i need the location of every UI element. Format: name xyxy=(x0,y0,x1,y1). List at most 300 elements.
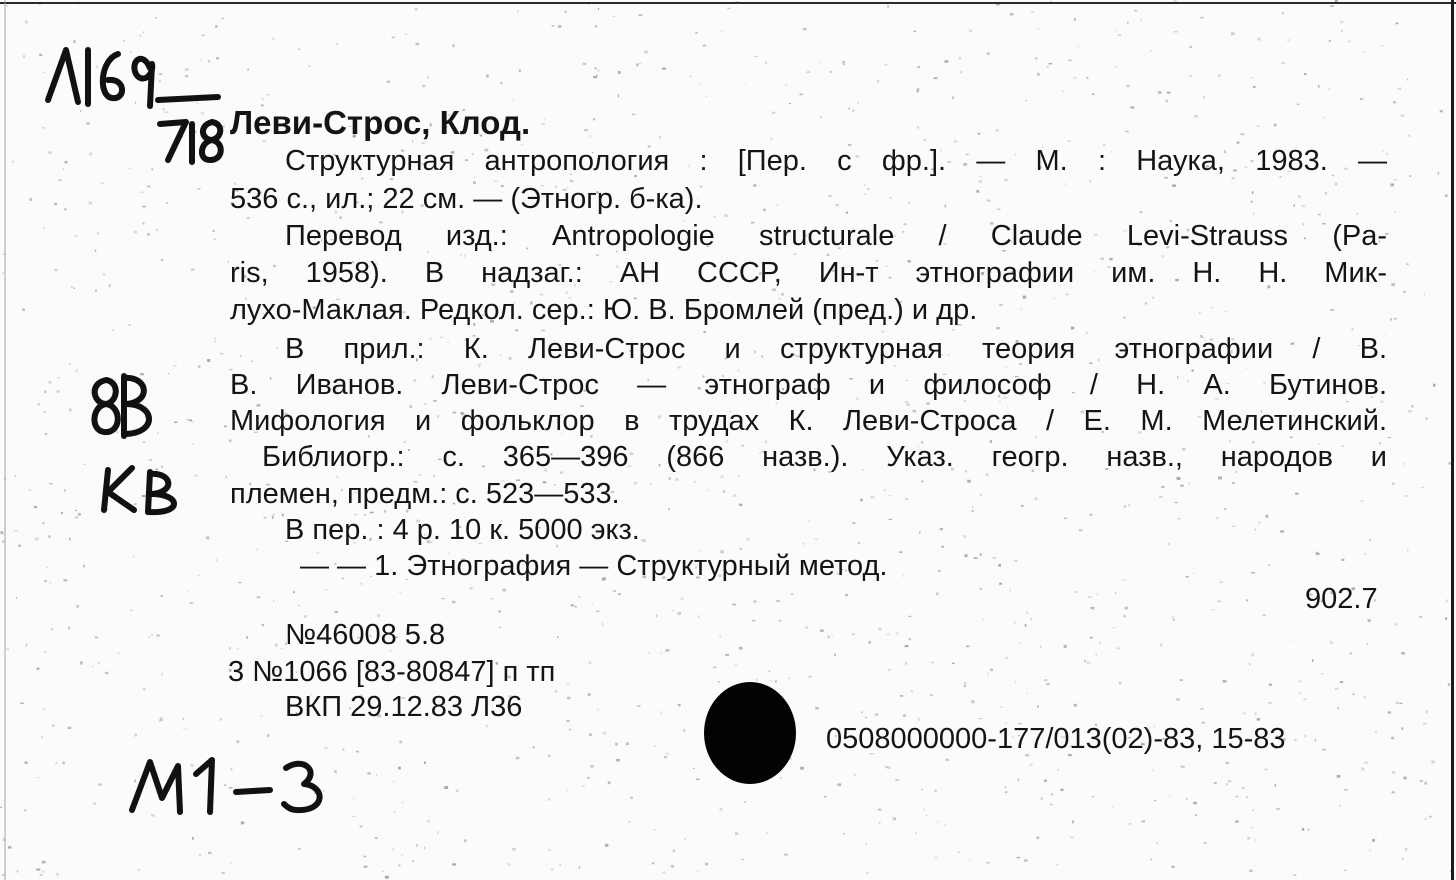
speckle-dot xyxy=(618,593,621,595)
speckle-dot xyxy=(90,153,93,156)
speckle-dot xyxy=(1115,29,1116,30)
speckle-dot xyxy=(671,865,674,867)
speckle-dot xyxy=(404,34,408,35)
speckle-dot xyxy=(769,680,773,681)
speckle-dot xyxy=(1037,705,1039,708)
speckle-dot xyxy=(983,619,985,620)
speckle-dot xyxy=(1407,263,1409,265)
speckle-dot xyxy=(1025,624,1027,627)
speckle-dot xyxy=(1176,698,1180,701)
speckle-dot xyxy=(1156,842,1157,844)
speckle-dot xyxy=(875,713,878,716)
speckle-dot xyxy=(1060,789,1063,791)
speckle-dot xyxy=(1312,659,1313,662)
speckle-dot xyxy=(700,84,701,86)
card-left-edge xyxy=(4,0,6,880)
speckle-dot xyxy=(1445,618,1447,620)
speckle-dot xyxy=(1403,777,1407,780)
speckle-dot xyxy=(1405,495,1408,497)
speckle-dot xyxy=(837,783,841,786)
speckle-dot xyxy=(779,620,782,622)
speckle-dot xyxy=(1390,319,1392,321)
speckle-dot xyxy=(519,69,521,72)
speckle-dot xyxy=(1145,302,1147,305)
speckle-dot xyxy=(130,610,133,611)
speckle-dot xyxy=(966,645,970,647)
speckle-dot xyxy=(1050,804,1053,805)
speckle-dot xyxy=(845,594,848,596)
speckle-dot xyxy=(486,725,488,728)
speckle-dot xyxy=(643,539,646,542)
speckle-dot xyxy=(963,535,966,538)
speckle-dot xyxy=(579,596,581,598)
speckle-dot xyxy=(50,582,51,584)
speckle-dot xyxy=(675,478,678,481)
speckle-dot xyxy=(427,820,429,822)
speckle-dot xyxy=(1360,98,1363,100)
speckle-dot xyxy=(654,745,655,747)
speckle-dot xyxy=(128,168,131,170)
speckle-dot xyxy=(852,634,855,635)
speckle-dot xyxy=(854,774,855,777)
speckle-dot xyxy=(745,83,746,85)
speckle-dot xyxy=(47,567,48,568)
speckle-dot xyxy=(815,538,818,540)
speckle-dot xyxy=(224,426,227,428)
speckle-dot xyxy=(149,459,152,460)
speckle-dot xyxy=(237,648,239,650)
speckle-dot xyxy=(1419,616,1422,617)
speckle-dot xyxy=(220,353,223,354)
speckle-dot xyxy=(1092,796,1094,798)
speckle-dot xyxy=(334,770,337,773)
speckle-dot xyxy=(260,715,262,716)
speckle-dot xyxy=(569,729,571,731)
card-line-translation-cont: ris, 1958). В надзаг.: АН СССР, Ин-т этнографии им. Н. Н. Мик- xyxy=(230,257,1387,289)
speckle-dot xyxy=(1017,778,1019,781)
speckle-dot xyxy=(213,230,215,232)
speckle-dot xyxy=(589,662,592,664)
speckle-dot xyxy=(161,673,163,676)
speckle-dot xyxy=(557,636,559,638)
speckle-dot xyxy=(698,615,699,617)
speckle-dot xyxy=(215,341,217,343)
speckle-dot xyxy=(93,802,96,805)
speckle-dot xyxy=(173,365,177,367)
speckle-dot xyxy=(35,538,39,541)
speckle-dot xyxy=(193,131,196,133)
speckle-dot xyxy=(846,212,848,214)
speckle-dot xyxy=(25,761,28,764)
speckle-dot xyxy=(151,169,153,171)
speckle-dot xyxy=(222,872,225,874)
speckle-dot xyxy=(1243,713,1245,715)
speckle-dot xyxy=(225,784,226,786)
speckle-dot xyxy=(1242,787,1245,789)
speckle-dot xyxy=(323,790,325,791)
speckle-dot xyxy=(1302,828,1304,831)
speckle-dot xyxy=(598,70,600,72)
speckle-dot xyxy=(0,531,3,534)
speckle-dot xyxy=(602,623,603,626)
speckle-dot xyxy=(753,600,757,602)
speckle-dot xyxy=(615,743,618,746)
speckle-dot xyxy=(978,180,982,183)
speckle-dot xyxy=(738,475,740,477)
speckle-dot xyxy=(198,365,200,367)
speckle-dot xyxy=(1142,821,1145,823)
speckle-dot xyxy=(1066,294,1069,296)
speckle-dot xyxy=(834,654,836,656)
speckle-dot xyxy=(820,629,824,632)
speckle-dot xyxy=(959,57,961,60)
speckle-dot xyxy=(732,604,736,606)
speckle-dot xyxy=(911,690,913,692)
speckle-dot xyxy=(593,76,597,78)
speckle-dot xyxy=(1021,505,1024,507)
speckle-dot xyxy=(68,727,72,729)
speckle-dot xyxy=(1073,77,1077,78)
speckle-dot xyxy=(744,801,746,802)
speckle-dot xyxy=(1446,600,1448,603)
card-top-edge xyxy=(0,2,1456,4)
speckle-dot xyxy=(57,67,59,69)
speckle-dot xyxy=(156,229,157,231)
speckle-dot xyxy=(999,304,1002,305)
speckle-dot xyxy=(1151,859,1152,861)
speckle-dot xyxy=(324,589,328,590)
speckle-dot xyxy=(215,25,217,28)
speckle-dot xyxy=(1280,530,1284,532)
speckle-dot xyxy=(1295,493,1299,495)
speckle-dot xyxy=(375,837,378,838)
speckle-dot xyxy=(515,329,518,331)
speckle-dot xyxy=(96,66,98,69)
speckle-dot xyxy=(1029,764,1033,766)
speckle-dot xyxy=(589,734,592,736)
speckle-dot xyxy=(195,474,198,476)
card-line-translation: Перевод изд.: Antropologie structurale / Claude Levi-Strauss (Pa- xyxy=(285,220,1387,252)
speckle-dot xyxy=(842,61,845,63)
speckle-dot xyxy=(1064,518,1067,519)
speckle-dot xyxy=(789,678,790,679)
speckle-dot xyxy=(866,872,868,875)
speckle-dot xyxy=(987,53,990,55)
speckle-dot xyxy=(314,792,316,794)
speckle-dot xyxy=(37,668,40,670)
speckle-dot xyxy=(58,179,62,181)
speckle-dot xyxy=(999,583,1002,585)
speckle-dot xyxy=(452,601,455,604)
speckle-dot xyxy=(262,624,264,627)
speckle-dot xyxy=(1023,296,1027,299)
speckle-dot xyxy=(141,428,145,430)
speckle-dot xyxy=(392,781,394,782)
speckle-dot xyxy=(807,71,811,73)
speckle-dot xyxy=(1024,859,1028,861)
speckle-dot xyxy=(1253,212,1254,215)
speckle-dot xyxy=(1006,657,1008,660)
speckle-dot xyxy=(587,777,590,779)
speckle-dot xyxy=(45,433,47,435)
speckle-dot xyxy=(541,123,545,124)
speckle-dot xyxy=(972,506,973,508)
speckle-dot xyxy=(78,513,81,515)
speckle-dot xyxy=(42,861,46,864)
card-line-appendix-cont: В. Иванов. Леви-Строс — этнограф и философ / Н. А. Бутинов. xyxy=(230,369,1387,401)
speckle-dot xyxy=(256,549,258,550)
speckle-dot xyxy=(1174,31,1178,33)
speckle-dot xyxy=(865,717,867,718)
speckle-dot xyxy=(960,71,963,74)
speckle-dot xyxy=(135,102,136,104)
speckle-dot xyxy=(1394,318,1397,319)
speckle-dot xyxy=(135,734,137,737)
speckle-dot xyxy=(293,591,295,593)
speckle-dot xyxy=(1219,75,1221,77)
speckle-dot xyxy=(806,626,808,628)
speckle-dot xyxy=(155,17,156,18)
speckle-dot xyxy=(28,489,31,491)
speckle-dot xyxy=(641,539,643,541)
speckle-dot xyxy=(1350,653,1353,654)
speckle-dot xyxy=(192,837,194,840)
speckle-dot xyxy=(199,854,201,856)
speckle-dot xyxy=(38,403,41,405)
speckle-dot xyxy=(878,628,881,630)
speckle-dot xyxy=(1246,599,1248,601)
speckle-dot xyxy=(61,512,63,514)
speckle-dot xyxy=(43,708,45,710)
speckle-dot xyxy=(721,475,724,478)
speckle-dot xyxy=(1159,496,1162,498)
speckle-dot xyxy=(1398,88,1401,90)
speckle-dot xyxy=(103,274,105,276)
speckle-dot xyxy=(1348,41,1351,43)
speckle-dot xyxy=(1388,711,1392,713)
speckle-dot xyxy=(567,683,569,684)
speckle-dot xyxy=(16,597,17,599)
speckle-dot xyxy=(1065,183,1067,185)
speckle-dot xyxy=(895,780,899,781)
speckle-dot xyxy=(1092,93,1094,95)
speckle-dot xyxy=(1394,211,1396,212)
speckle-dot xyxy=(648,652,651,654)
speckle-dot xyxy=(298,848,301,850)
speckle-dot xyxy=(1403,291,1405,293)
speckle-dot xyxy=(809,521,810,522)
speckle-dot xyxy=(390,178,394,180)
speckle-dot xyxy=(214,338,216,340)
speckle-dot xyxy=(964,554,967,557)
speckle-dot xyxy=(945,205,947,208)
speckle-dot xyxy=(1122,580,1126,581)
speckle-dot xyxy=(1180,679,1183,681)
speckle-dot xyxy=(1426,710,1428,713)
speckle-dot xyxy=(926,815,927,816)
speckle-dot xyxy=(1405,848,1407,851)
speckle-dot xyxy=(200,59,202,61)
speckle-dot xyxy=(159,81,161,82)
speckle-dot xyxy=(191,420,194,423)
speckle-dot xyxy=(879,822,881,823)
speckle-dot xyxy=(1298,195,1301,198)
speckle-dot xyxy=(1001,707,1003,708)
speckle-dot xyxy=(683,729,685,732)
speckle-dot xyxy=(1253,809,1254,811)
speckle-dot xyxy=(626,742,629,745)
speckle-dot xyxy=(44,651,46,652)
speckle-dot xyxy=(398,767,401,770)
speckle-dot xyxy=(1241,133,1245,135)
speckle-dot xyxy=(1344,789,1348,790)
speckle-dot xyxy=(937,821,938,823)
speckle-dot xyxy=(1255,713,1257,715)
speckle-dot xyxy=(827,636,830,639)
speckle-dot xyxy=(914,31,916,32)
speckle-dot xyxy=(98,662,101,664)
speckle-dot xyxy=(829,195,832,197)
speckle-dot xyxy=(1246,796,1248,798)
speckle-dot xyxy=(1210,307,1213,309)
speckle-dot xyxy=(884,64,888,66)
speckle-dot xyxy=(499,611,501,613)
speckle-dot xyxy=(979,718,983,719)
speckle-dot xyxy=(616,759,619,762)
speckle-dot xyxy=(367,772,371,774)
speckle-dot xyxy=(618,71,621,74)
speckle-dot xyxy=(695,32,698,34)
speckle-dot xyxy=(207,359,210,362)
speckle-dot xyxy=(1190,46,1192,48)
speckle-dot xyxy=(1044,679,1048,681)
speckle-dot xyxy=(1126,85,1130,87)
speckle-dot xyxy=(1114,836,1115,837)
speckle-dot xyxy=(105,672,109,674)
speckle-dot xyxy=(980,494,982,495)
speckle-dot xyxy=(1304,73,1307,75)
card-line-index: племен, предм.: с. 523—533. xyxy=(230,478,620,510)
footer-line-3: ВКП 29.12.83 Л36 xyxy=(285,691,523,723)
speckle-dot xyxy=(161,466,163,468)
speckle-dot xyxy=(95,289,97,292)
speckle-dot xyxy=(221,18,224,20)
speckle-dot xyxy=(228,261,229,263)
speckle-dot xyxy=(595,25,598,27)
speckle-dot xyxy=(1307,829,1309,831)
speckle-dot xyxy=(741,859,744,860)
speckle-dot xyxy=(115,493,117,494)
speckle-dot xyxy=(97,233,99,235)
speckle-dot xyxy=(182,136,183,138)
speckle-dot xyxy=(769,670,770,672)
speckle-dot xyxy=(134,504,137,505)
speckle-dot xyxy=(944,825,946,826)
speckle-dot xyxy=(900,695,904,696)
speckle-dot xyxy=(1140,19,1142,21)
speckle-dot xyxy=(934,77,938,79)
speckle-dot xyxy=(1189,482,1190,484)
speckle-dot xyxy=(517,11,519,13)
speckle-dot xyxy=(1297,104,1300,105)
speckle-dot xyxy=(1096,594,1098,595)
speckle-dot xyxy=(1079,529,1082,531)
speckle-dot xyxy=(1041,797,1043,800)
speckle-dot xyxy=(51,628,53,630)
speckle-dot xyxy=(1090,180,1092,182)
speckle-dot xyxy=(775,680,777,683)
speckle-dot xyxy=(1402,858,1403,860)
speckle-dot xyxy=(1025,100,1026,101)
card-line-appendix-cont-2: Мифология и фольклор в трудах К. Леви-Строса / Е. М. Мелетинский. xyxy=(230,405,1387,437)
speckle-dot xyxy=(151,814,154,816)
speckle-dot xyxy=(835,204,839,207)
speckle-dot xyxy=(424,762,426,764)
speckle-dot xyxy=(1323,749,1326,751)
speckle-dot xyxy=(1381,45,1384,46)
speckle-dot xyxy=(1263,615,1266,616)
speckle-dot xyxy=(1118,35,1121,36)
speckle-dot xyxy=(893,817,897,820)
speckle-dot xyxy=(247,217,250,218)
speckle-dot xyxy=(857,102,859,104)
speckle-dot xyxy=(49,535,51,538)
speckle-dot xyxy=(713,667,716,669)
speckle-dot xyxy=(298,49,300,50)
speckle-dot xyxy=(190,603,194,604)
speckle-dot xyxy=(785,84,787,86)
speckle-dot xyxy=(858,542,860,544)
speckle-dot xyxy=(452,863,456,865)
speckle-dot xyxy=(48,151,51,154)
speckle-dot xyxy=(590,135,591,138)
speckle-dot xyxy=(378,614,380,617)
speckle-dot xyxy=(166,202,168,204)
speckle-dot xyxy=(1401,652,1405,654)
speckle-dot xyxy=(1216,517,1219,519)
speckle-dot xyxy=(1294,739,1297,740)
punched-hole xyxy=(704,682,796,784)
speckle-dot xyxy=(952,329,955,331)
speckle-dot xyxy=(1400,115,1404,117)
speckle-dot xyxy=(385,876,389,879)
speckle-dot xyxy=(739,647,743,650)
speckle-dot xyxy=(1448,683,1450,686)
speckle-dot xyxy=(364,866,368,868)
speckle-dot xyxy=(216,559,218,561)
speckle-dot xyxy=(95,637,98,639)
speckle-dot xyxy=(889,197,892,199)
speckle-dot xyxy=(1433,384,1436,387)
speckle-dot xyxy=(1299,693,1302,695)
speckle-dot xyxy=(1265,769,1268,770)
speckle-dot xyxy=(516,757,519,760)
speckle-dot xyxy=(917,88,920,91)
speckle-dot xyxy=(15,475,16,476)
speckle-dot xyxy=(579,866,581,869)
speckle-dot xyxy=(137,869,140,871)
speckle-dot xyxy=(1057,769,1058,771)
speckle-dot xyxy=(183,718,184,720)
speckle-dot xyxy=(653,830,656,831)
speckle-dot xyxy=(1057,864,1059,866)
speckle-dot xyxy=(43,412,46,413)
speckle-dot xyxy=(917,66,920,68)
speckle-dot xyxy=(1282,62,1286,64)
speckle-dot xyxy=(660,653,663,654)
speckle-dot xyxy=(921,481,924,483)
speckle-dot xyxy=(68,627,69,630)
